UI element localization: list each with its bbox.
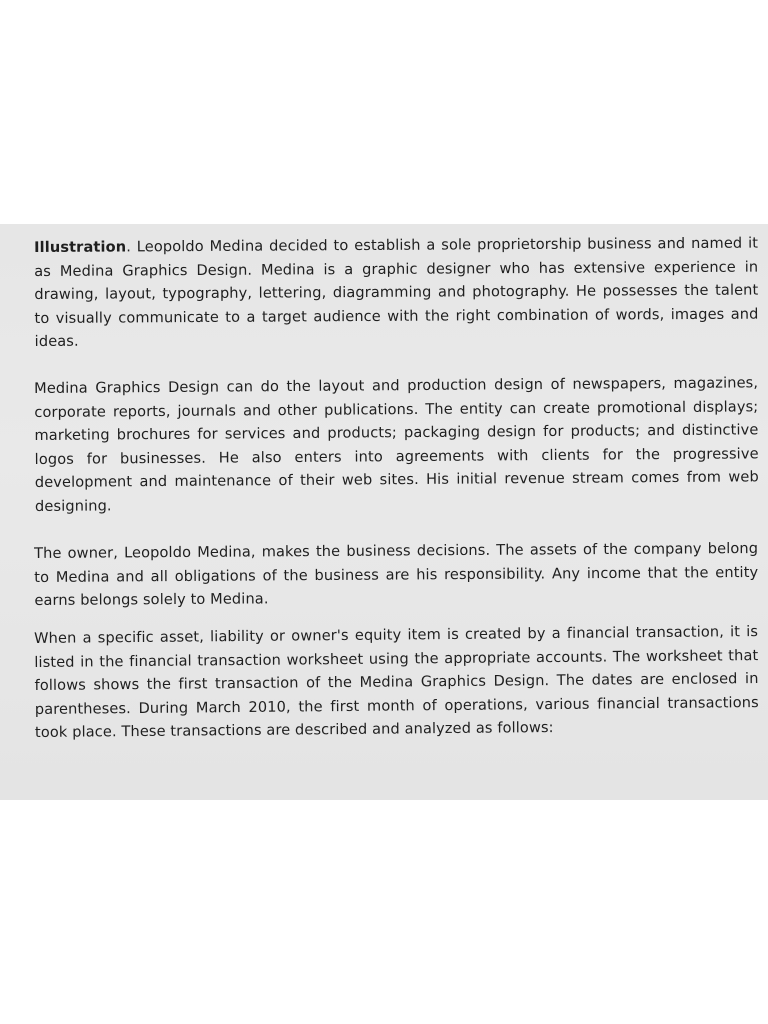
paragraph-services bbox=[34, 371, 759, 518]
scanned-page bbox=[0, 224, 768, 800]
paragraph-ownership bbox=[34, 537, 758, 613]
paragraph-transactions bbox=[34, 620, 759, 744]
paragraph-1-text: . Leopoldo Medina decided to establish a sole proprietorship business and named it as Medina Graphics Design. Medina is a graphic designer who has extensive experience in drawing, layout, typography, lettering, diagramming and photography. He possesses the talent to visually communicate to a target audience with the right combination of words, images and ideas. bbox=[34, 234, 759, 350]
paragraph-illustration bbox=[34, 232, 759, 354]
illustration-heading: Illustration bbox=[34, 238, 127, 256]
paragraph-3-text: The owner, Leopoldo Medina, makes the business decisions. The assets of the company belong to Medina and all obligations of the business are his responsibility. Any income that the entity earns belongs solely to Medina. bbox=[34, 539, 759, 609]
paragraph-4-text: When a specific asset, liability or owner's equity item is created by a financial transaction, it is listed in the financial transaction worksheet using the appropriate accounts. The worksheet that follows shows the first transaction of the Medina Graphics Design. The dates are enclosed in parentheses. During March 2010, the first month of operations, various financial transactions took place. These transactions are described and analyzed as follows: bbox=[34, 623, 759, 741]
paragraph-2-text: Medina Graphics Design can do the layout and production design of newspapers, magazines, corporate reports, journals and other publications. The entity can create promotional displays; marketing brochures for services and products; packaging design for products; and distinctive logos for businesses. He also enters into agreements with clients for the progressive development and maintenance of their web sites. His initial revenue stream comes from web designing. bbox=[34, 374, 759, 515]
